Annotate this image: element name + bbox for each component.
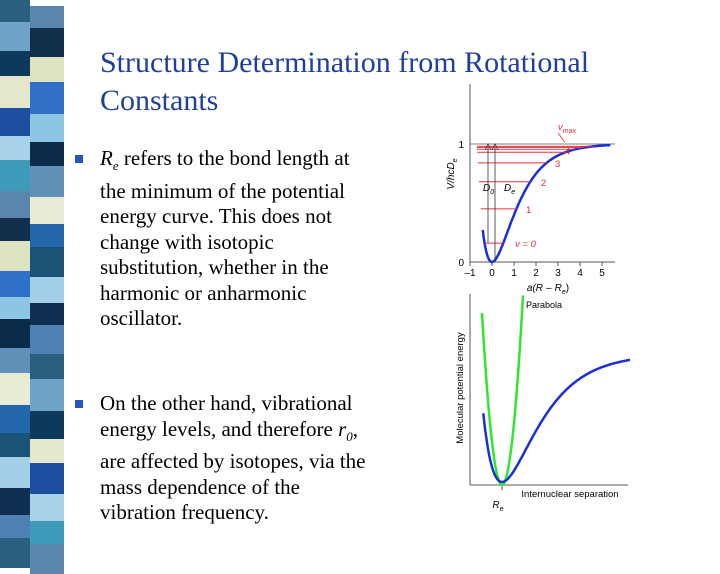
stripe-block (0, 457, 30, 488)
stripe-block (0, 515, 30, 538)
stripe-block (0, 218, 30, 241)
d0-label: $D_0$ (483, 183, 495, 196)
r0-symbol: r (338, 416, 347, 441)
stripe-block (30, 354, 64, 379)
stripe-block (0, 297, 30, 319)
bullet1-line-1 (100, 146, 420, 179)
bullet2-line-3: are affected by isotopes, via the (100, 449, 366, 474)
bullet1-line-2: the minimum of the potential (100, 178, 345, 203)
stripe-block (30, 57, 64, 82)
stripe-block (30, 247, 64, 277)
vmax-label: $v_{max}$ (558, 122, 576, 135)
stripe-block (30, 494, 64, 521)
parabola-curve (482, 295, 523, 485)
morse-curve (483, 360, 630, 482)
x-tick-label: 4 (577, 268, 583, 279)
level-label: 1 (526, 204, 532, 216)
x-tick-label: 0 (489, 268, 495, 279)
bullet2-line-2 (100, 417, 420, 450)
x-axis-label: Internuclear separation (521, 489, 619, 500)
y-axis-label: Molecular potential energy (455, 332, 466, 444)
decorative-stripe (0, 0, 64, 540)
stripe-block (0, 51, 30, 76)
bullet1-line-6: harmonic or anharmonic (100, 280, 307, 305)
re-subscript: e (112, 158, 119, 174)
stripe-block (30, 521, 64, 544)
title-line-2: Constants (100, 84, 219, 117)
stripe-block (0, 488, 30, 515)
stripe-block (0, 348, 30, 373)
stripe-block (0, 241, 30, 271)
bullet2-line-4: mass dependence of the (100, 474, 301, 499)
x-tick-label: 2 (533, 268, 539, 279)
x-tick-label: –1 (464, 268, 476, 279)
bullet-square-icon (75, 155, 83, 163)
stripe-block (0, 108, 30, 136)
stripe-block (0, 0, 30, 22)
stripe-block (0, 373, 30, 405)
stripe-block (30, 463, 64, 494)
stripe-block (30, 166, 64, 197)
stripe-block (0, 76, 30, 108)
y-tick-label: 1 (458, 140, 464, 151)
stripe-block (0, 405, 30, 433)
parabola-legend-label: Parabola (526, 300, 563, 310)
stripe-block (0, 538, 30, 568)
stripe-block (30, 303, 64, 325)
morse-potential-chart (430, 84, 630, 299)
bullet-square-icon (75, 400, 83, 408)
re-tick-label: $R_e$ (492, 500, 504, 513)
stripe-block (30, 411, 64, 439)
bullet1-line-3: energy curve. This does not (100, 204, 332, 229)
stripe-block (30, 142, 64, 166)
stripe-block (0, 191, 30, 218)
bullet1-line-5: substitution, whether in the (100, 255, 329, 280)
stripe-block (0, 433, 30, 457)
stripe-block (30, 277, 64, 303)
stripe-block (30, 114, 64, 142)
x-tick-label: 5 (599, 268, 605, 279)
bullet1-text-1: refers to the bond length at (118, 146, 350, 170)
stripe-block (30, 197, 64, 224)
vmax-subscript: max (562, 128, 576, 135)
bullet2-line-1: On the other hand, vibrational (100, 391, 353, 415)
stripe-block (30, 379, 64, 411)
stripe-block (0, 160, 30, 191)
level-label: 3 (555, 158, 561, 170)
stripe-block (30, 28, 64, 57)
level-label: 4 (565, 146, 571, 158)
stripe-block (30, 82, 64, 114)
y-axis-label: V/hcD$_e$ (446, 158, 459, 190)
bullet1-line-4: change with isotopic (100, 229, 274, 254)
re-symbol: R (100, 146, 113, 170)
stripe-block (0, 136, 30, 160)
bullet2-line-5: vibration frequency. (100, 500, 269, 525)
bullet-re (100, 146, 420, 332)
de-label: $D_e$ (504, 183, 516, 196)
r0-subscript: 0 (346, 428, 353, 444)
x-tick-label: 1 (511, 268, 517, 279)
stripe-block (0, 319, 30, 348)
potential-comparison-chart (450, 292, 630, 517)
level-label: v = 0 (515, 239, 536, 251)
stripe-block (30, 544, 64, 574)
y-tick-label: 0 (458, 258, 464, 269)
bullet-r0 (100, 391, 420, 526)
x-tick-label: 3 (555, 268, 561, 279)
title-line-1: Structure Determination from Rotational (100, 46, 590, 79)
bullet2-comma: , (352, 416, 359, 441)
level-label: 2 (541, 177, 547, 189)
stripe-block (30, 224, 64, 247)
bullet1-line-7: oscillator. (100, 306, 183, 331)
stripe-block (0, 271, 30, 297)
stripe-block (30, 325, 64, 354)
stripe-block (0, 22, 30, 51)
stripe-block (30, 439, 64, 463)
bullet2-text-2: energy levels, and therefore (100, 416, 339, 441)
x-axis-label: $a(R - R_e)$ (526, 283, 570, 296)
stripe-block (30, 6, 64, 28)
